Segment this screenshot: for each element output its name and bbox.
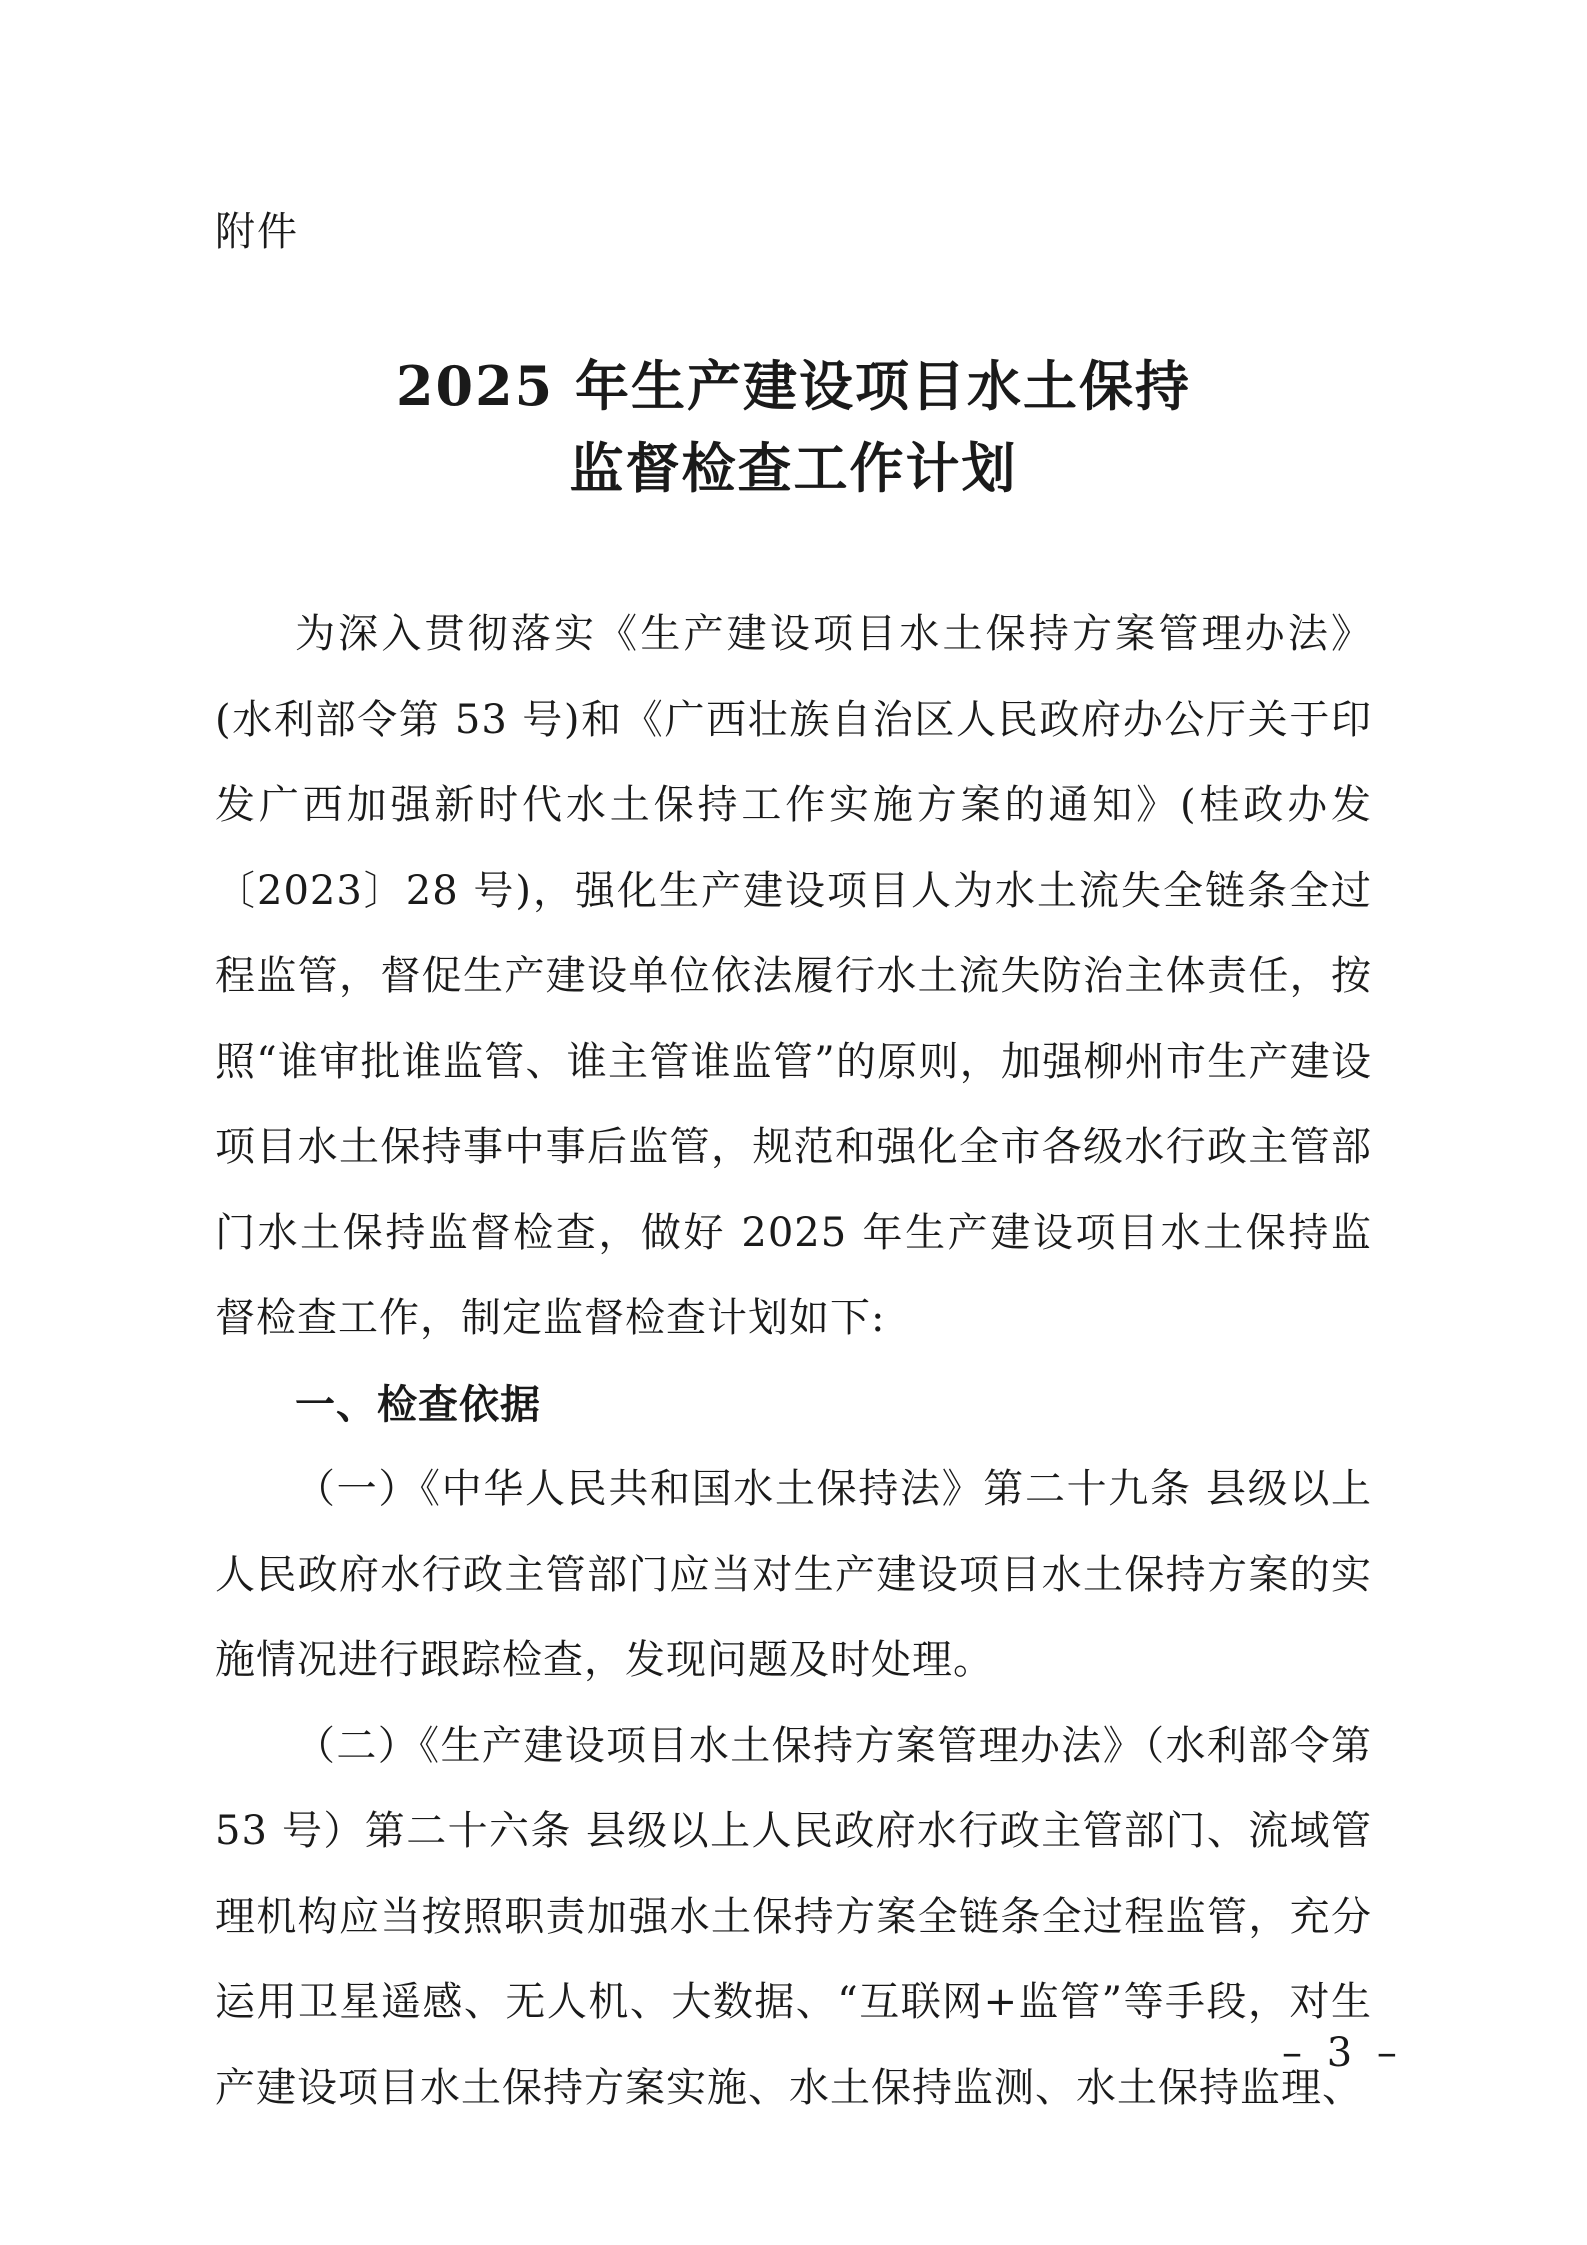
- document-title-line2: 监督检查工作计划: [569, 436, 1018, 500]
- page-number: – 3 –: [1282, 2030, 1403, 2076]
- basis-item-2: （二）《生产建设项目水土保持方案管理办法》（水利部令第 53 号）第二十六条 县级以上人民政府水行政主管部门、流域管理机构应当按照职责加强水土保持方案全链条全过程监管，充分运用卫星遥感、无人机、大数据、“互联网+监管”等手段，对生产建设项目水土保持方案实施、水土保持监测、水土保持监理、: [215, 1722, 1372, 2111]
- section-heading: 一、检查依据: [295, 1380, 541, 1428]
- basis-item-1: （一）《中华人民共和国水土保持法》第二十九条 县级以上人民政府水行政主管部门应当对生产建设项目水土保持方案的实施情况进行跟踪检查，发现问题及时处理。: [215, 1466, 1372, 1683]
- attachment-label: 附件: [215, 209, 299, 255]
- intro-paragraph: 为深入贯彻落实《生产建设项目水土保持方案管理办法》(水利部令第 53 号)和《广西壮族自治区人民政府办公厅关于印发广西加强新时代水土保持工作实施方案的通知》(桂政办发〔2023〕28 号)，强化生产建设项目人为水土流失全链条全过程监管，督促生产建设单位依法履行水土流失防治主体责任，按照“谁审批谁监管、谁主管谁监管”的原则，加强柳州市生产建设项目水土保持事中事后监管，规范和强化全市各级水行政主管部门水土保持监督检查，做好 2025 年生产建设项目水土保持监督检查工作，制定监督检查计划如下:: [215, 611, 1372, 1341]
- document-title-line1: 2025 年生产建设项目水土保持: [395, 354, 1192, 418]
- document-body: [215, 592, 1372, 2131]
